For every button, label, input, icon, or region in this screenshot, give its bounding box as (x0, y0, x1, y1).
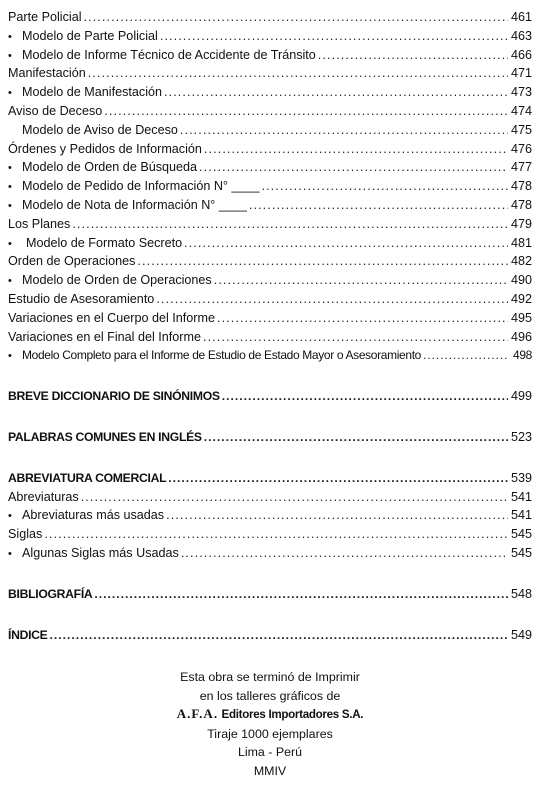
toc-entry-label: Siglas (8, 527, 43, 542)
toc-entry (8, 140, 532, 159)
toc-section-synonyms (8, 387, 532, 406)
toc-entry-label: Modelo de Orden de Operaciones (22, 273, 212, 288)
toc-bullet: • (8, 87, 12, 100)
dot-leader (203, 328, 508, 347)
toc-entry-label: Órdenes y Pedidos de Información (8, 141, 202, 156)
toc-entry-label: Modelo de Parte Policial (22, 28, 158, 43)
toc-entry-label: Modelo de Orden de Búsqueda (22, 160, 198, 175)
toc-section-index (8, 626, 532, 645)
toc-page-number: 492 (510, 291, 532, 306)
toc-section-english-words (8, 428, 532, 447)
toc-bullet: • (8, 49, 12, 62)
toc-entry-label: Estudio de Asesoramiento (8, 291, 155, 306)
toc-page-number: 482 (510, 254, 532, 269)
toc-entry (8, 252, 532, 271)
dot-leader (222, 387, 508, 406)
toc-section-label: BREVE DICCIONARIO DE SINÓNIMOS (8, 389, 220, 404)
toc-page-number: 481 (510, 235, 532, 250)
dot-leader (81, 488, 508, 507)
dot-leader (249, 196, 508, 215)
toc-bullet: • (8, 547, 12, 560)
toc-page-number: 496 (510, 329, 532, 344)
toc-entry-label: Algunas Siglas más Usadas (22, 545, 179, 560)
publisher-name: Editores Importadores S.A. (221, 708, 364, 722)
dot-leader (214, 271, 508, 290)
dot-leader (94, 585, 508, 604)
toc-entry-label: Variaciones en el Cuerpo del Informe (8, 310, 215, 325)
toc-entry-label: Modelo de Pedido de Información N° ____ (22, 179, 260, 194)
toc-entry (8, 177, 532, 196)
dot-leader (204, 140, 508, 159)
toc-page-number: 549 (510, 627, 532, 642)
dot-leader (44, 525, 508, 544)
toc-page-number: 499 (510, 389, 532, 404)
toc-entry (8, 525, 532, 544)
toc-page-number: 539 (510, 470, 532, 485)
colophon (0, 668, 540, 781)
dot-leader (180, 121, 508, 140)
colophon-line: Esta obra se terminó de Imprimir (180, 670, 360, 684)
toc-entry (8, 506, 532, 525)
dot-leader (318, 46, 508, 65)
toc-bullet: • (8, 162, 12, 175)
dot-leader (199, 158, 508, 177)
dot-leader (50, 626, 508, 645)
dot-leader (160, 27, 508, 46)
toc-entry-label: Modelo de Formato Secreto (26, 235, 183, 250)
toc-bullet: • (8, 510, 12, 523)
toc-entry (8, 346, 532, 365)
colophon-line: en los talleres gráficos de (199, 688, 341, 703)
toc-entry-label: Modelo de Informe Técnico de Accidente de Tránsito (22, 47, 316, 62)
toc-entry (8, 64, 532, 83)
toc-entry (8, 328, 532, 347)
dot-leader (104, 102, 508, 121)
dot-leader (164, 83, 508, 102)
toc-page-number: 466 (510, 47, 532, 62)
toc-section-label: PALABRAS COMUNES EN INGLÉS (8, 429, 202, 444)
toc-page-number: 545 (510, 527, 532, 542)
toc-page-number: 523 (510, 429, 532, 444)
dot-leader (88, 64, 508, 83)
toc-bullet: • (8, 275, 12, 288)
toc-section-label: BIBLIOGRAFÍA (8, 586, 93, 601)
toc-page-number: 478 (510, 179, 532, 194)
toc-entry-label: Modelo de Aviso de Deceso (22, 122, 178, 137)
toc-page-number: 471 (510, 66, 532, 81)
dot-leader (217, 309, 508, 328)
toc-entry (8, 544, 532, 563)
toc-bullet: • (8, 237, 12, 250)
toc-entry-label: Variaciones en el Final del Informe (8, 329, 201, 344)
toc-entry (8, 488, 532, 507)
publisher-mark: A.F.A. (176, 706, 219, 722)
dot-leader (168, 469, 508, 488)
dot-leader (261, 177, 508, 196)
toc-bullet: • (8, 350, 12, 363)
toc-page-number: 477 (510, 160, 532, 175)
toc-entry (8, 290, 532, 309)
toc-entry (8, 309, 532, 328)
toc-section-label: ABREVIATURA COMERCIAL (8, 470, 167, 485)
toc-page-number: 474 (510, 103, 532, 118)
toc-entry-label: Parte Policial (8, 10, 82, 24)
dot-leader (84, 8, 509, 27)
dot-leader (181, 544, 508, 563)
dot-leader (204, 428, 508, 447)
publisher-line (0, 705, 540, 725)
table-of-contents (8, 8, 532, 644)
toc-entry-label: Aviso de Deceso (8, 103, 103, 118)
toc-page-number: 478 (510, 197, 532, 212)
toc-entry-label: Modelo de Nota de Información N° ____ (22, 197, 247, 212)
toc-page-number: 473 (510, 85, 532, 100)
toc-page-number: 541 (510, 489, 532, 504)
toc-entry-label: Abreviaturas más usadas (22, 508, 165, 523)
dot-leader (72, 215, 508, 234)
toc-section-bibliography (8, 585, 532, 604)
toc-page-number: 498 (513, 348, 532, 363)
toc-page-number: 461 (510, 10, 532, 24)
toc-page-number: 545 (510, 545, 532, 560)
toc-entry (8, 27, 532, 46)
toc-page-number: 548 (510, 586, 532, 601)
toc-entry (8, 234, 532, 253)
toc-bullet: • (8, 181, 12, 194)
toc-page-number: 479 (510, 216, 532, 231)
toc-page-number: 490 (510, 273, 532, 288)
toc-entry-label: Manifestación (8, 66, 86, 81)
toc-page-number: 476 (510, 141, 532, 156)
colophon-line: Tiraje 1000 ejemplares (207, 726, 333, 741)
toc-page-number: 475 (510, 122, 532, 137)
toc-entry (8, 215, 532, 234)
toc-entry (8, 46, 532, 65)
toc-entry (8, 102, 532, 121)
toc-entry-label: Abreviaturas (8, 489, 79, 504)
toc-entry-label: Modelo de Manifestación (22, 85, 163, 100)
toc-entry (8, 8, 532, 27)
dot-leader (166, 506, 508, 525)
toc-section-commercial-abbreviation (8, 469, 532, 488)
toc-entry-label: Modelo Completo para el Informe de Estudio de Estado Mayor o Asesoramiento (22, 348, 421, 363)
dot-leader (184, 234, 508, 253)
toc-entry (8, 83, 532, 102)
toc-entry (8, 196, 532, 215)
dot-leader (137, 252, 508, 271)
colophon-year: MMIV (253, 763, 287, 778)
toc-entry (8, 158, 532, 177)
toc-entry (8, 121, 532, 140)
toc-page-number: 463 (510, 28, 532, 43)
toc-page-number: 541 (510, 508, 532, 523)
dot-leader (423, 346, 508, 365)
dot-leader (156, 290, 508, 309)
toc-entry-label: Los Planes (8, 216, 71, 231)
toc-entry-label: Orden de Operaciones (8, 254, 136, 269)
colophon-line: Lima - Perú (237, 745, 303, 760)
toc-entry (8, 271, 532, 290)
toc-page-number: 495 (510, 310, 532, 325)
toc-section-label: ÍNDICE (8, 627, 48, 642)
toc-bullet: • (8, 30, 12, 43)
toc-bullet: • (8, 199, 12, 212)
